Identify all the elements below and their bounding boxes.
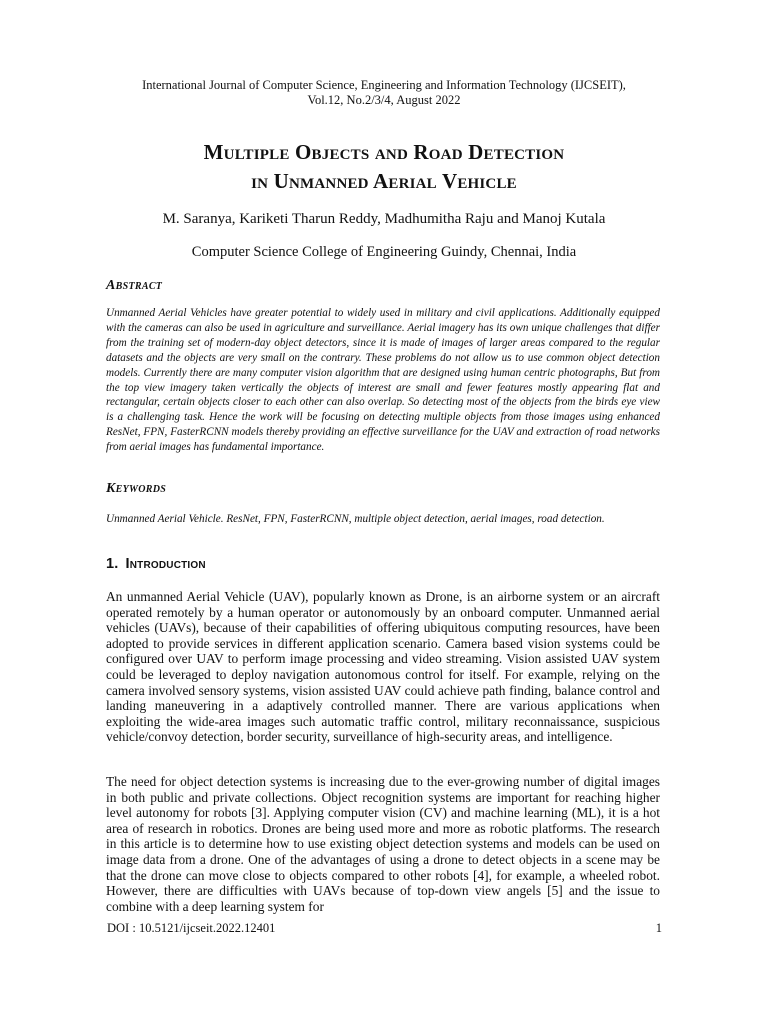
abstract-text: Unmanned Aerial Vehicles have greater potential to widely used in military and civil applications. Additionally equipped with the cameras can also be used in agriculture and surveillance. Aerial imagery has its own unique challenges that differ from the training set of modern-day object detectors, since it is made of images of larger areas compared to the regular datasets and the objects are very small on the contrary. These problems do not allow us to use common object detection models. Currently there are many computer vision algorithm that are designed using human centric photographs, But from the top view imagery taken vertically the objects of interest are small and fewer features mostly appearing flat and rectangular, certain objects closer to each other can also overlap. So detecting most of the objects from the birds eye view is a challenging task. Hence the work will be focusing on detecting multiple objects from those images using enhanced ResNet, FPN, FasterRCNN models thereby providing an effective surveillance for the UAV and extraction of road networks from aerial images has fundamental importance. [106, 307, 660, 454]
journal-header-line1: International Journal of Computer Science, Engineering and Information Technology (IJCSEIT), [142, 78, 626, 92]
section-number: 1. [106, 556, 119, 572]
introduction-paragraph-1: An unmanned Aerial Vehicle (UAV), popularly known as Drone, is an airborne system or an aircraft operated remotely by a human operator or autonomously by an onboard computer. Unmanned aerial vehicles (UAVs), because of their capabilities of offering ubiquitous computing resources, have been adopted to provide services in different application scenario. Camera based vision systems could be configured over UAV to perform image processing and video streaming. Vision assisted UAV system could be leveraged to deploy navigation autonomous control for itself. For example, relying on the camera involved sensory systems, vision assisted UAV could achieve path finding, balance control and landing maneuvering in a adaptively controlled manner. There are various applications when exploiting the wide-area images such automatic traffic control, military reconnaissance, suspicious vehicle/convoy detection, border security, surveillance of high-security areas, and intelligence. [106, 589, 660, 745]
introduction-paragraph-2: The need for object detection systems is increasing due to the ever-growing number of digital images in both public and private collections. Object recognition systems are important for reaching higher level autonomy for robots [3]. Applying computer vision (CV) and machine learning (ML), it is a hot area of research in robotics. Drones are being used more and more as robotic platforms. The research in this article is to determine how to use existing object detection systems and models can be used on image data from a drone. One of the advantages of using a drone to detect objects in a scene may be that the drone can move close to objects compared to other robots [4], for example, a wheeled robot. However, there are difficulties with UAVs because of top-down view angels [5] and the issue to combine with a deep learning system for [106, 774, 660, 914]
keywords-text: Unmanned Aerial Vehicle. ResNet, FPN, FasterRCNN, multiple object detection, aerial images, road detection. [106, 513, 605, 525]
paper-title-line1: Multiple Objects and Road Detection [203, 140, 565, 164]
journal-header [0, 78, 768, 108]
page-number: 1 [655, 921, 662, 935]
author-affiliation: Computer Science College of Engineering Guindy, Chennai, India [191, 244, 577, 260]
footer-doi: DOI : 10.5121/ijcseit.2022.12401 [107, 921, 276, 935]
author-list: M. Saranya, Kariketi Tharun Reddy, Madhumitha Raju and Manoj Kutala [162, 211, 606, 227]
journal-header-line2: Vol.12, No.2/3/4, August 2022 [307, 93, 461, 107]
paper-title-line2: in Unmanned Aerial Vehicle [251, 169, 517, 193]
keywords-heading: Keywords [106, 481, 167, 496]
introduction-heading [106, 556, 206, 572]
paper-title [0, 138, 768, 196]
section-title: Introduction [125, 556, 206, 572]
abstract-heading: Abstract [106, 278, 163, 293]
